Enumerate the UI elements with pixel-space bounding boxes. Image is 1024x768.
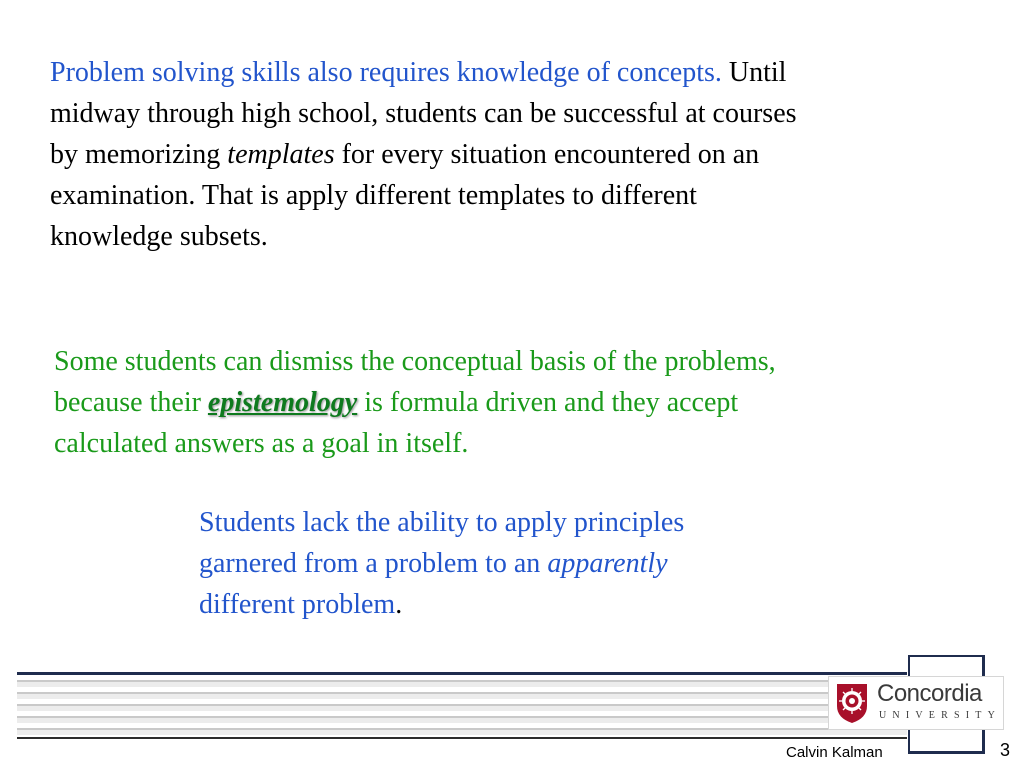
paragraph-templates bbox=[50, 52, 990, 257]
paragraph-line: Some students can dismiss the conceptual basis of the problems, bbox=[54, 346, 776, 377]
logo-wordmark: Concordia bbox=[877, 680, 982, 707]
paragraph-principles bbox=[199, 502, 839, 625]
text-segment: because their bbox=[54, 387, 208, 418]
text-segment: different problem bbox=[199, 589, 396, 620]
paragraph-line bbox=[54, 382, 974, 423]
slide-number: 3 bbox=[1000, 740, 1011, 760]
concordia-logo bbox=[828, 676, 1004, 730]
highlight-sentence: Problem solving skills also requires knowledge of concepts. bbox=[50, 57, 722, 88]
paragraph-line: Students lack the ability to apply principles bbox=[199, 507, 685, 538]
paragraph-line bbox=[199, 543, 839, 584]
paragraph-line: calculated answers as a goal in itself. bbox=[54, 428, 469, 459]
paragraph-line bbox=[50, 52, 990, 93]
text-segment: garnered from a problem to an bbox=[199, 548, 548, 579]
text-segment: by memorizing bbox=[50, 139, 228, 170]
paragraph-line bbox=[199, 584, 839, 625]
paragraph-line: midway through high school, students can be successful at courses bbox=[50, 98, 797, 129]
text-segment: for every situation encountered on an bbox=[334, 139, 760, 170]
text-segment: Until bbox=[721, 57, 787, 88]
paragraph-line: examination. That is apply different templates to different bbox=[50, 180, 697, 211]
footer-author: Calvin Kalman bbox=[786, 744, 883, 761]
crest-icon bbox=[835, 682, 869, 724]
paragraph-epistemology bbox=[54, 341, 974, 464]
paragraph-line: knowledge subsets. bbox=[50, 221, 268, 252]
text-segment: is formula driven and they accept bbox=[357, 387, 739, 418]
emphasis-templates: templates bbox=[227, 139, 335, 170]
footer-stripes bbox=[17, 672, 907, 739]
period-mark: . bbox=[395, 589, 403, 620]
emphasis-epistemology: epistemology bbox=[207, 387, 358, 418]
emphasis-apparently: apparently bbox=[547, 548, 668, 579]
paragraph-line bbox=[50, 134, 990, 175]
logo-subtitle: UNIVERSITY bbox=[879, 710, 1001, 721]
